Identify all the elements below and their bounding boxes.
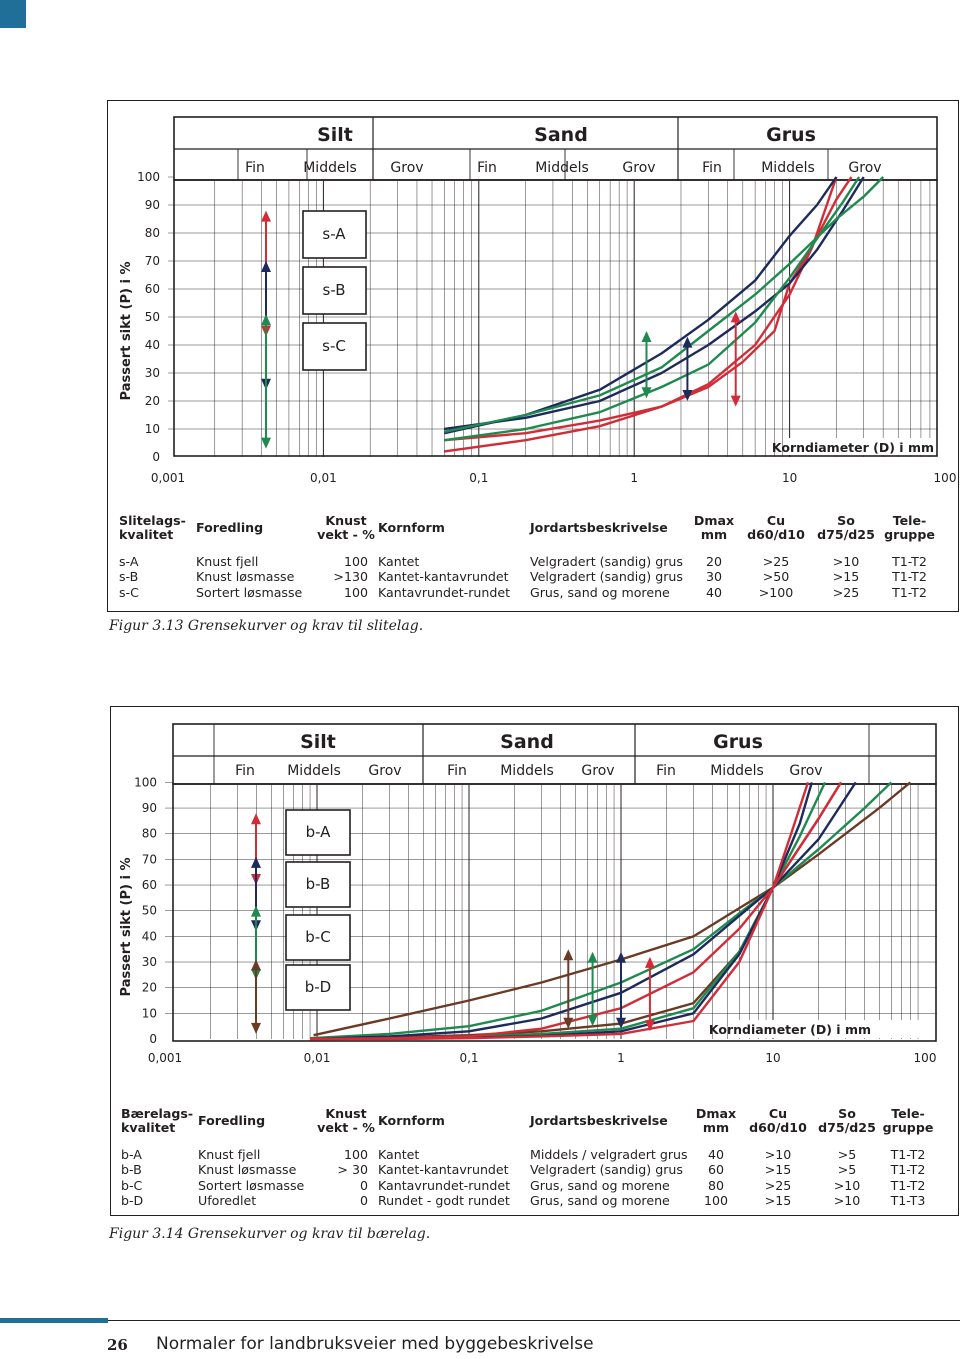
footer-rule: [108, 1320, 960, 1321]
y-tick-label: 0: [149, 1032, 157, 1046]
x-tick-label: 0,001: [147, 1051, 183, 1065]
y-tick-label: 10: [141, 1006, 157, 1021]
footer-title: Normaler for landbruksveier med byggebeskrivelse: [156, 1334, 594, 1354]
legend-label: s-A: [322, 225, 346, 243]
y-tick-label: 100: [137, 170, 160, 184]
legend-label: s-C: [322, 337, 346, 355]
table-row: s-A Knust fjell 100 Kantet Velgradert (sandig) grus 20 >25 >10 T1-T2: [119, 554, 927, 569]
corner-tab: [0, 0, 26, 28]
col-cu: Cu d60/d10: [747, 513, 805, 542]
arrow-head: [645, 957, 655, 968]
subsection-label: Fin: [656, 763, 676, 779]
legend-label: b-A: [305, 823, 331, 841]
arrow-head: [261, 261, 271, 272]
col-kvalitet: Slitelags- kvalitet: [119, 513, 186, 542]
subsection-label: Fin: [702, 160, 722, 176]
x-axis-label: Korndiameter (D) i mm: [708, 1022, 871, 1037]
y-axis-label: Passert sikt (P) i %: [119, 261, 134, 401]
figure-caption: Figur 3.13 Grensekurver og krav til slitelag.: [109, 618, 424, 634]
y-tick-label: 70: [144, 254, 160, 268]
subsection-label: Fin: [235, 763, 255, 779]
section-sand: Sand: [534, 124, 588, 146]
arrow-head: [251, 1023, 261, 1034]
y-tick-label: 90: [141, 801, 157, 816]
y-tick-label: 50: [141, 903, 157, 918]
y-tick-label: 30: [141, 955, 157, 970]
col-so: So d75/d25: [818, 1106, 876, 1135]
section-sand: Sand: [500, 731, 554, 753]
subsection-label: Fin: [245, 160, 265, 176]
subsection-label: Middels: [761, 160, 815, 176]
grading-curve-c-upper: [444, 177, 859, 440]
y-tick-label: 90: [144, 198, 160, 212]
table-row: b-B Knust løsmasse > 30 Kantet-kantavrundet Velgradert (sandig) grus 60 >15 >5 T1-T2: [121, 1162, 926, 1178]
y-tick-label: 50: [144, 310, 160, 324]
y-tick-label: 60: [144, 282, 160, 296]
table-row: b-C Sortert løsmasse 0 Kantavrundet-rundet Grus, sand og morene 80 >25 >10 T1-T2: [121, 1177, 926, 1193]
page-number: 26: [107, 1336, 128, 1354]
y-tick-label: 10: [144, 422, 160, 436]
x-tick-label: 10: [781, 471, 798, 485]
subsection-label: Middels: [535, 160, 589, 176]
arrow-head: [251, 959, 261, 970]
y-tick-label: 30: [144, 366, 160, 380]
x-tick-label: 0,01: [303, 1051, 331, 1065]
subsection-label: Fin: [447, 763, 467, 779]
col-knust: Knust vekt - %: [317, 1106, 375, 1135]
arrow-head: [642, 331, 652, 342]
arrow-head: [563, 949, 573, 960]
subsection-label: Middels: [303, 160, 357, 176]
section-grus: Grus: [766, 124, 816, 146]
grading-curve-d-upper: [314, 782, 911, 1035]
section-silt: Silt: [317, 124, 353, 146]
subsection-label: Middels: [287, 763, 341, 779]
y-tick-label: 20: [141, 980, 157, 995]
footer-accent-bar: [0, 1318, 108, 1323]
y-tick-label: 40: [144, 338, 160, 352]
arrow-head: [261, 211, 271, 222]
y-tick-label: 100: [134, 775, 157, 790]
subsection-label: Grov: [848, 160, 882, 176]
col-cu: Cu d60/d10: [749, 1106, 807, 1135]
table-row: b-A Knust fjell 100 Kantet Middels / velgradert grus 40 >10 >5 T1-T2: [121, 1147, 926, 1162]
y-tick-label: 20: [144, 394, 160, 408]
y-tick-label: 40: [141, 929, 157, 944]
col-knust: Knust vekt - %: [317, 513, 375, 542]
table-row: b-D Uforedlet 0 Rundet - godt rundet Grus, sand og morene 100 >15 >10 T1-T3: [121, 1192, 926, 1208]
col-foredling: Foredling: [198, 1113, 266, 1128]
y-tick-label: 80: [141, 826, 157, 841]
grading-curve-a-lower: [444, 177, 851, 440]
x-tick-label: 0,001: [150, 471, 186, 485]
y-tick-label: 80: [144, 226, 160, 240]
grading-curve-c-lower: [444, 177, 883, 432]
subsection-label: Middels: [500, 763, 554, 779]
subsection-label: Grov: [622, 160, 656, 176]
x-tick-label: 0,1: [459, 1051, 479, 1065]
table-row: s-C Sortert løsmasse 100 Kantavrundet-rundet Grus, sand og morene 40 >100 >25 T1-T2: [119, 584, 927, 600]
y-tick-label: 0: [152, 450, 160, 464]
legend-label: b-B: [305, 875, 331, 893]
col-dmax: Dmax mm: [693, 513, 735, 542]
y-axis-label: Passert sikt (P) i %: [119, 857, 134, 997]
figure-caption: Figur 3.14 Grensekurver og krav til bærelag.: [109, 1226, 431, 1242]
spec-table-baerelag: [121, 1103, 936, 1208]
col-kvalitet: Bærelags- kvalitet: [121, 1106, 194, 1135]
x-tick-label: 100: [933, 471, 957, 485]
chart-grid: [165, 782, 937, 1039]
x-tick-label: 1: [630, 471, 639, 485]
col-kornform: Kornform: [378, 1113, 445, 1128]
subsection-label: Grov: [390, 160, 424, 176]
arrow-head: [251, 813, 261, 824]
plot-frame: [174, 180, 937, 456]
x-tick-label: 100: [913, 1051, 937, 1065]
arrow-head: [261, 314, 271, 325]
legend-label: b-D: [304, 978, 332, 996]
col-tele: Tele- gruppe: [882, 1106, 934, 1135]
subsection-label: Fin: [477, 160, 497, 176]
arrow-head: [588, 1015, 598, 1026]
table-row: s-B Knust løsmasse >130 Kantet-kantavrundet Velgradert (sandig) grus 30 >50 >15 T1-T2: [119, 569, 927, 585]
x-tick-label: 1: [617, 1051, 625, 1065]
col-jordart: Jordartsbeskrivelse: [530, 1113, 668, 1128]
x-tick-label: 0,1: [469, 471, 489, 485]
spec-table-slitelag: [119, 510, 939, 600]
section-silt: Silt: [300, 731, 336, 753]
section-grus: Grus: [713, 731, 763, 753]
col-dmax: Dmax mm: [695, 1106, 737, 1135]
subsection-label: Grov: [581, 763, 615, 779]
col-kornform: Kornform: [378, 520, 445, 535]
legend-label: s-B: [322, 281, 346, 299]
x-axis-label: Korndiameter (D) i mm: [771, 440, 934, 455]
arrow-head: [261, 438, 271, 449]
arrow-head: [588, 952, 598, 963]
y-tick-label: 60: [141, 878, 157, 893]
col-jordart: Jordartsbeskrivelse: [530, 520, 668, 535]
subsection-label: Grov: [789, 763, 823, 779]
y-tick-label: 70: [141, 852, 157, 867]
arrow-head: [251, 857, 261, 868]
legend-label: b-C: [305, 928, 331, 946]
subsection-label: Grov: [368, 763, 402, 779]
subsection-label: Middels: [710, 763, 764, 779]
col-foredling: Foredling: [196, 520, 264, 535]
x-tick-label: 10: [765, 1051, 781, 1065]
arrow-head: [251, 906, 261, 917]
col-so: So d75/d25: [817, 513, 875, 542]
col-tele: Tele- gruppe: [884, 513, 935, 542]
x-tick-label: 0,01: [310, 471, 337, 485]
